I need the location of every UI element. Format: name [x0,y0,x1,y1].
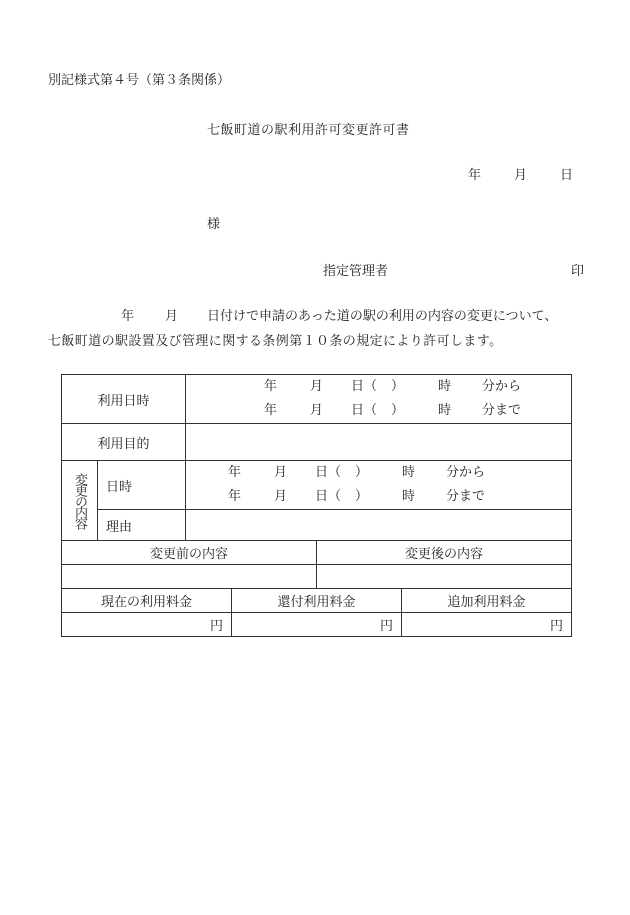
change-datetime-value[interactable] [186,461,572,510]
form-number: 別記様式第４号（第３条関係） [48,73,231,88]
seal-mark: 印 [571,264,585,279]
before-content-label: 変更前の内容 [62,541,317,565]
body-line-1 [121,305,557,324]
dt-hour: 時 [402,465,416,480]
dt-year: 年 [264,403,278,418]
usage-purpose-label: 利用目的 [62,424,186,461]
change-datetime-to-row [186,485,571,509]
dt-paren-close: ） [355,465,369,480]
dt-hour: 時 [438,403,452,418]
current-fee-label: 現在の利用料金 [62,589,232,613]
datetime-from-row [186,375,571,399]
dt-paren-open: （ [364,403,378,418]
refund-fee-label: 還付利用料金 [232,589,402,613]
before-content-value[interactable] [62,565,317,589]
date-day: 日 [560,168,574,183]
reason-text: 理由 [106,519,133,535]
date-year: 年 [468,168,482,183]
yen-unit: 円 [550,619,564,634]
change-datetime-text: 日時 [106,479,133,495]
usage-purpose-value[interactable] [186,424,572,461]
body-line-2: 七飯町道の駅設置及び管理に関する条例第１０条の規定により許可します。 [48,334,503,349]
issue-date [468,164,573,183]
after-content-label: 変更後の内容 [317,541,572,565]
dt-day: 日 [315,465,329,480]
yen-unit: 円 [380,619,394,634]
dt-paren-open: （ [328,489,342,504]
dt-from: 分から [482,379,522,394]
dt-paren-close: ） [391,379,405,394]
dt-day: 日 [315,489,329,504]
additional-fee-label: 追加利用料金 [402,589,572,613]
after-content-value[interactable] [317,565,572,589]
usage-datetime-label: 利用日時 [62,375,186,424]
body-month: 月 [165,309,179,324]
dt-month: 月 [310,403,324,418]
addressee-suffix: 様 [207,217,221,232]
permit-table [61,374,571,636]
change-content-label [62,461,98,541]
body-year: 年 [121,309,135,324]
additional-fee-value[interactable] [402,613,572,637]
date-month: 月 [514,168,528,183]
change-datetime-label [98,461,186,510]
dt-paren-open: （ [328,465,342,480]
dt-hour: 時 [402,489,416,504]
datetime-to-row [186,399,571,423]
document-title: 七飯町道の駅利用許可変更許可書 [207,123,410,138]
change-content-text: 変更の内容 [72,473,87,528]
reason-label [98,510,186,541]
issuer-label: 指定管理者 [323,264,389,279]
body-text-1: 日付けで申請のあった道の駅の利用の内容の変更について、 [207,309,558,324]
current-fee-value[interactable] [62,613,232,637]
dt-paren-close: ） [391,403,405,418]
dt-year: 年 [264,379,278,394]
dt-day: 日 [351,403,365,418]
dt-month: 月 [274,489,288,504]
dt-month: 月 [274,465,288,480]
dt-month: 月 [310,379,324,394]
dt-from: 分から [446,465,486,480]
refund-fee-value[interactable] [232,613,402,637]
dt-year: 年 [228,489,242,504]
dt-year: 年 [228,465,242,480]
dt-to: 分まで [482,403,522,418]
usage-datetime-value[interactable] [186,375,572,424]
change-datetime-from-row [186,461,571,485]
reason-value[interactable] [186,510,572,541]
dt-day: 日 [351,379,365,394]
dt-paren-open: （ [364,379,378,394]
dt-to: 分まで [446,489,486,504]
dt-hour: 時 [438,379,452,394]
dt-paren-close: ） [355,489,369,504]
yen-unit: 円 [210,619,224,634]
